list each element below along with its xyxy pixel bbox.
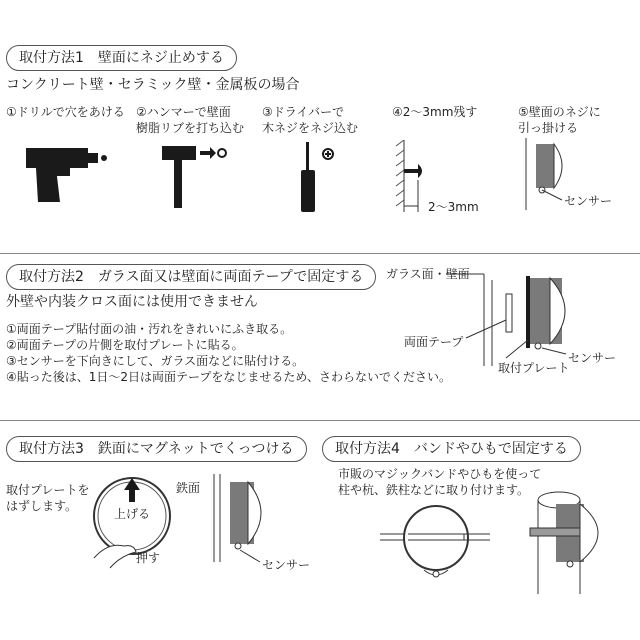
hammer-icon bbox=[160, 140, 230, 210]
drill-icon bbox=[22, 140, 112, 204]
push-label: 押す bbox=[136, 551, 161, 565]
method2-instruction-1: ①両面テープ貼付面の油・汚れをきれいにふき取る。 bbox=[6, 322, 293, 336]
method2-title: 取付方法2 ガラス面又は壁面に両面テープで固定する bbox=[6, 264, 376, 290]
tape-label: 両面テープ bbox=[404, 335, 464, 349]
step1-label: ①ドリルで穴をあける bbox=[6, 105, 125, 119]
method2-instruction-3: ③センサーを下向きにして、ガラス面などに貼付ける。 bbox=[6, 354, 305, 368]
method2-warning: 外壁や内装クロス面には使用できません bbox=[6, 294, 258, 310]
method1-title: 取付方法1 壁面にネジ止めする bbox=[6, 45, 237, 71]
method3-sensor-label: センサー bbox=[262, 558, 311, 572]
step3-label: ③ドライバーで 木ネジをネジ込む bbox=[262, 105, 359, 135]
method1-sensor-label: センサー bbox=[564, 194, 613, 208]
tape-mount-diagram bbox=[440, 270, 570, 370]
method2-instruction-4: ④貼った後は、1日～2日は両面テープをなじませるため、さわらないでください。 bbox=[6, 370, 451, 384]
method3-title: 取付方法3 鉄面にマグネットでくっつける bbox=[6, 436, 307, 462]
divider-2 bbox=[0, 420, 640, 421]
plate-label: 取付プレート bbox=[498, 361, 570, 375]
step4-label: ④2～3mm残す bbox=[392, 105, 478, 119]
method1-subtitle: コンクリート壁・セラミック壁・金属板の場合 bbox=[6, 77, 300, 93]
step5-label: ⑤壁面のネジに 引っ掛ける bbox=[518, 105, 601, 135]
sensor-leader-line bbox=[540, 188, 566, 204]
remove-plate-text: 取付プレートを はずします。 bbox=[6, 483, 90, 513]
iron-label: 鉄面 bbox=[176, 481, 201, 495]
divider-1 bbox=[0, 253, 640, 254]
screwdriver-icon bbox=[292, 140, 342, 216]
gap-label: 2～3mm bbox=[428, 200, 479, 214]
band-mount-diagram bbox=[380, 486, 630, 596]
lift-label: 上げる bbox=[114, 507, 151, 521]
method4-desc: 市販のマジックバンドやひもを使って 柱や杭、鉄柱などに取り付けます。 bbox=[338, 467, 542, 497]
step2-label: ②ハンマーで壁面 樹脂リブを打ち込む bbox=[136, 105, 245, 135]
method2-instruction-2: ②両面テープの片側を取付プレートに貼る。 bbox=[6, 338, 244, 352]
magnet-mount-diagram bbox=[208, 470, 268, 566]
method2-sensor-label: センサー bbox=[568, 351, 617, 365]
wall-label: ガラス面・壁面 bbox=[386, 267, 470, 281]
method4-title: 取付方法4 バンドやひもで固定する bbox=[322, 436, 581, 462]
